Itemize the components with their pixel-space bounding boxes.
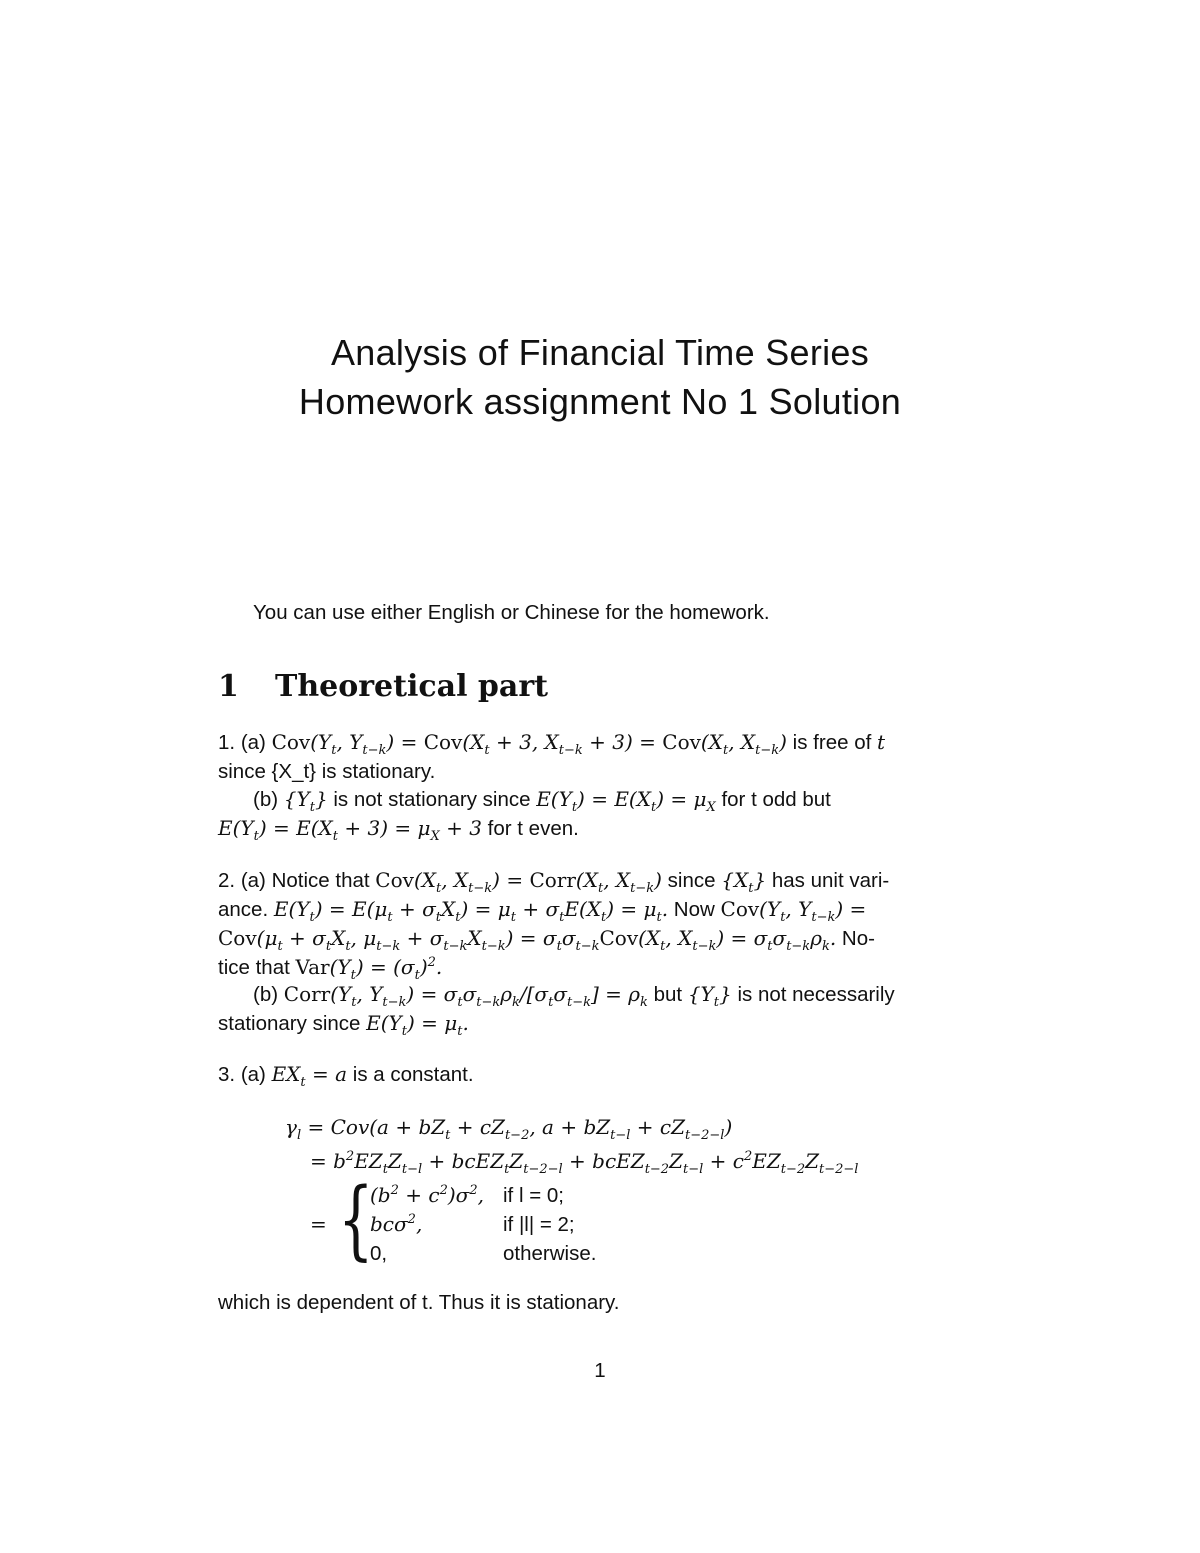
q3-line-1: 3. (a) $EX_t = a$ is a constant. [218,1062,474,1090]
q3-eq-line-1: $\gamma_l = Cov(a + bZ_t + cZ_{t-2}$, $a + bZ_{t-l} + cZ_{t-2-l}$) [285,1115,733,1143]
q3-case-2-value: bcσ$^2$, [370,1212,423,1236]
q1a-formula: $Cov(Y_t$, $Y_{t-k}) = Cov(X_t + 3$, $X_{t-k} + 3) = Cov(X_t$, $X_{t-k}$) [271,730,787,758]
q1-line-2: since {X_t} is stationary. [218,760,436,783]
q1-line-1: 1. (a) $Cov(Y_t$, $Y_{t-k}) = Cov(X_t + 3$, $X_{t-k} + 3) = Cov(X_t$, $X_{t-k}$) is free of t [218,730,886,758]
q2-line2-now: Now [673,898,715,921]
q3-eq-line-2: = $b^2EZ_tZ_{t-l}$ + $bcEZ_tZ_{t-2-l}$ + $bcEZ_{t-2}Z_{t-l} + c^2EZ_{t-2}Z_{t-2-l}$ [310,1149,859,1177]
q1b-label: (b) [253,788,279,811]
document-title-line-2: Homework assignment No 1 Solution [298,381,902,422]
q1a-label: (a) [240,731,266,754]
q2-line3-end: No- [841,927,875,950]
q1b-line-1: (b) $\{Y_t\}$ is not stationary since $E(Y_t) = E(X_t) = \mu_X$ for t odd but [253,787,831,815]
q2a-text-2: since [667,869,716,892]
q1a-text: is free of [792,731,872,754]
q3-number: 3. [218,1063,236,1086]
q3-case-1-condition: if l = 0; [503,1184,564,1207]
q2-line2-start: ance. [218,898,269,921]
q1b-line-2: $E(Y_t) = E(X_t + 3) = \mu_X + 3$ for t even. [218,816,579,844]
left-brace-icon: { [338,1170,374,1270]
q2-line-1: 2. (a) Notice that $Cov(X_t$, $X_{t-k}$) = $Corr(X_t$, $X_{t-k}$) since $\{X_t\}$ has unit vari- [218,868,890,896]
q1b-line2-end: for t even. [487,817,579,840]
q2a-label: (a) [240,869,266,892]
q2b-line-2: stationary since $E(Y_t) = \mu_t$. [218,1011,469,1039]
q2-line-3: $Cov(\mu_t + \sigma_tX_t$, $\mu_{t-k} + \sigma_{t-k}X_{t-k}) = \sigma_t\sigma_{t-k}Cov(X_t$, $X_{t-k}) = \sigma_t\sigma_{t-k}\rho_k$. No- [218,926,875,954]
q2b-text-1: but [653,983,683,1006]
q3-conclusion: which is dependent of t. Thus it is stationary. [218,1291,620,1314]
q2-line4-start: tice that [218,956,290,979]
section-number: 1 [218,669,239,704]
q3-case-2-condition: if |l| = 2; [503,1213,575,1236]
q2a-text-1: Notice that [271,869,370,892]
q1b-text-2: for t odd but [721,788,831,811]
page-number: 1 [594,1359,606,1382]
q3-case-3-value: 0, [370,1242,388,1265]
q2a-text-3: has unit vari- [771,869,890,892]
q2b-line-1: (b) $Corr(Y_t$, $Y_{t-k}) = \sigma_t\sigma_{t-k}\rho_k/[\sigma_t\sigma_{t-k}] = \rho_k$ but $\{Y_t\}$ is not necessarily [253,982,895,1010]
document-title-line-1: Analysis of Financial Time Series [330,332,870,373]
q1b-text-1: is not stationary since [333,788,531,811]
q3-eq-equals: = [310,1212,327,1236]
q2b-text-2: is not necessarily [737,983,895,1006]
q3-case-1-value: $(b^2 + c^2)\sigma^2$, [370,1183,484,1207]
q3a-text: is a constant. [352,1063,474,1086]
q2b-line2-text: stationary since [218,1012,361,1035]
intro-text: You can use either English or Chinese for the homework. [253,601,770,624]
q3a-label: (a) [240,1063,266,1086]
q2-line-2: ance. $E(Y_t) = E(\mu_t + \sigma_tX_t) = \mu_t + \sigma_tE(X_t) = \mu_t$. Now $Cov(Y_t$, $Y_{t-k}$) = [218,897,867,925]
section-title: Theoretical part [275,669,549,704]
q1-number: 1. [218,731,236,754]
q2b-label: (b) [253,983,279,1006]
q3-case-3-condition: otherwise. [503,1242,597,1265]
q2-line-4: tice that $Var(Y_t) = (\sigma_t)^2$. [218,955,443,983]
q2-number: 2. [218,869,236,892]
